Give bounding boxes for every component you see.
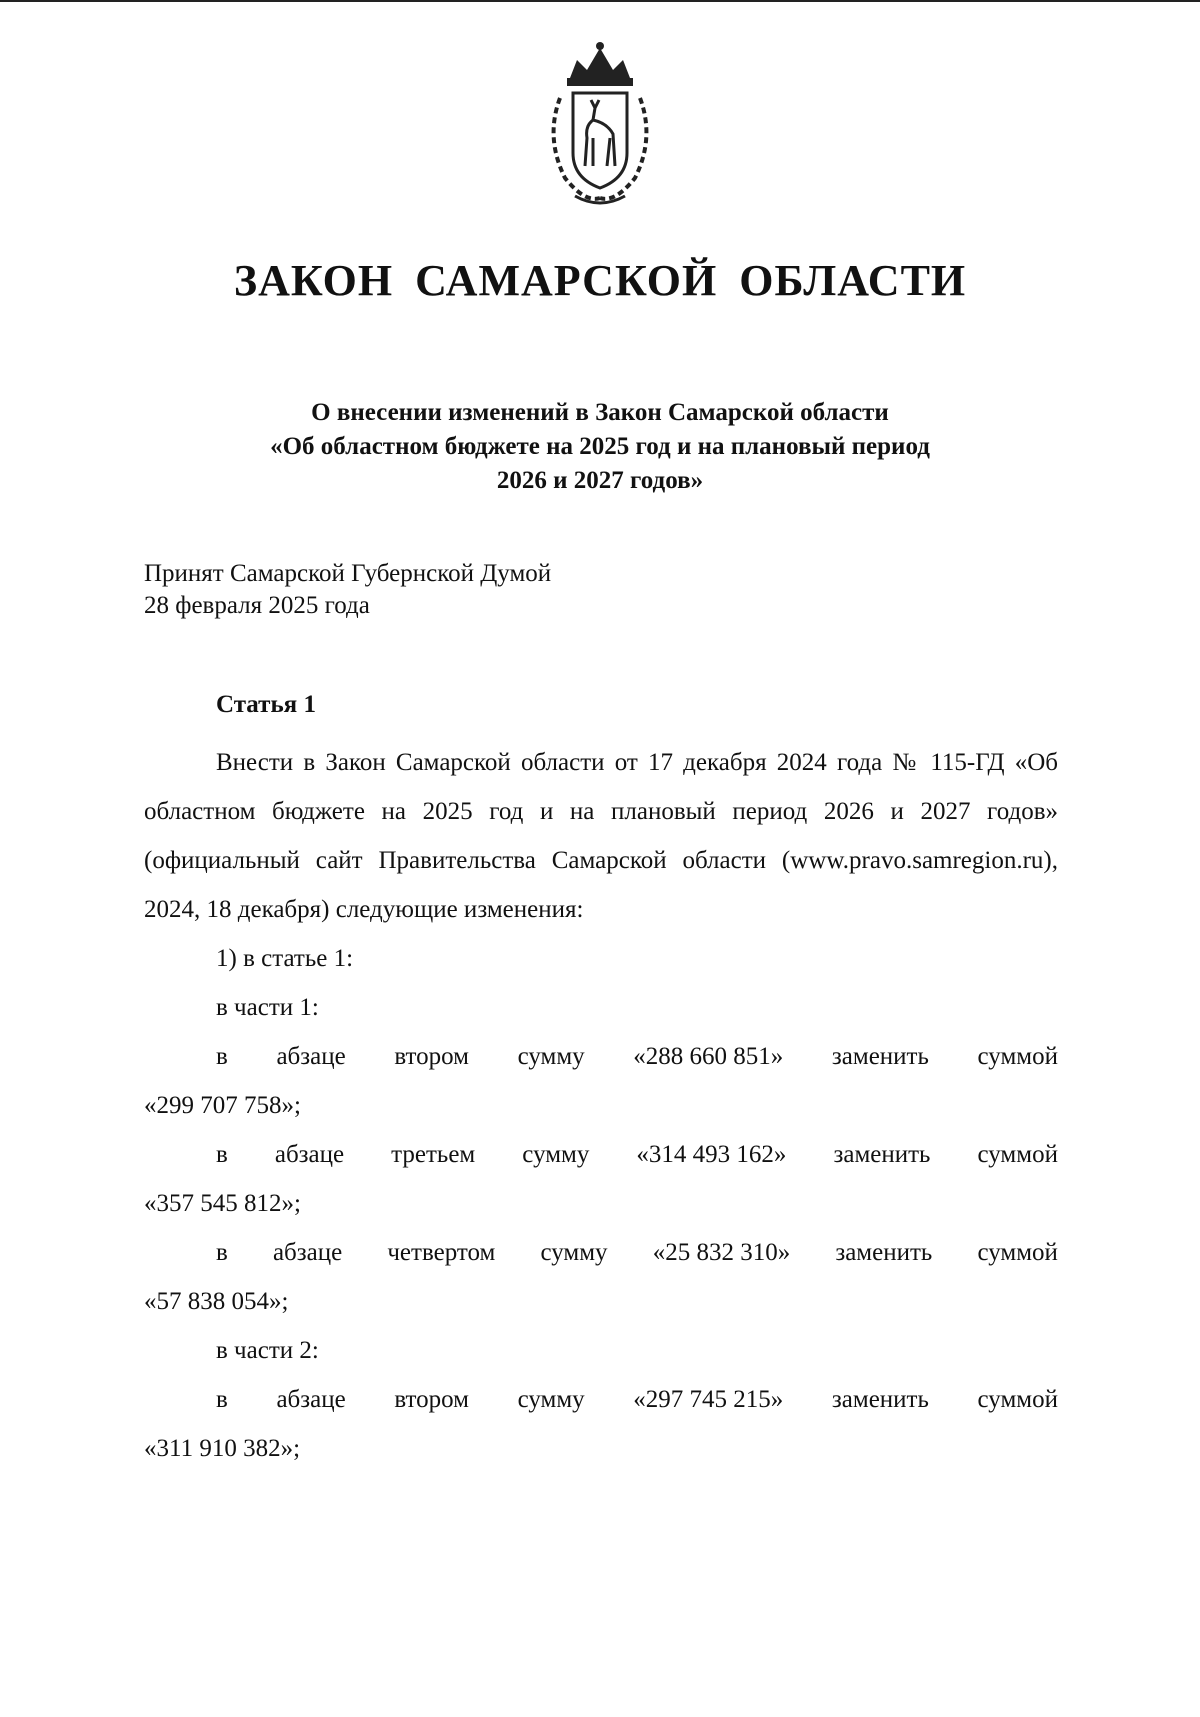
old-amount: «314 493 162» [636, 1141, 787, 1168]
word: абзаце [276, 1043, 346, 1070]
word: суммой [977, 1043, 1058, 1070]
article-body [144, 738, 1058, 1473]
word: суммой [977, 1141, 1058, 1168]
intro-paragraph: Внести в Закон Самарской области от 17 декабря 2024 года № 115-ГД «Об областном бюджете на 2025 год и на плановый период 2026 и 2027 годов» (официальный сайт Правительства Самарской области (www.pravo.samregion.ru), 2024, 18 декабря) следующие изменения: [144, 749, 1058, 923]
word: заменить [831, 1386, 929, 1413]
word: сумму [517, 1043, 585, 1070]
change-line [144, 1228, 1058, 1277]
article-heading: Статья 1 [216, 691, 316, 718]
new-amount: «299 707 758»; [144, 1092, 301, 1119]
new-amount: «57 838 054»; [144, 1288, 289, 1315]
item-1: 1) в статье 1: [216, 945, 354, 972]
word: абзаце [272, 1239, 343, 1266]
adoption-body: Принят Самарской Губернской Думой [144, 560, 552, 587]
subtitle-line: 2026 и 2027 годов» [496, 467, 704, 494]
change-entry [144, 1375, 1058, 1473]
part-2-heading: в части 2: [216, 1337, 319, 1364]
word: абзаце [276, 1386, 346, 1413]
word: суммой [977, 1239, 1058, 1266]
new-amount: «357 545 812»; [144, 1190, 301, 1217]
subtitle-line: О внесении изменений в Закон Самарской области [311, 399, 889, 426]
word: втором [394, 1043, 469, 1070]
scan-top-edge [0, 0, 1200, 2]
part-1-heading: в части 1: [216, 994, 319, 1021]
old-amount: «297 745 215» [633, 1386, 784, 1413]
word: втором [394, 1386, 469, 1413]
law-title: ЗАКОН САМАРСКОЙ ОБЛАСТИ [233, 256, 967, 305]
coat-of-arms-icon [515, 38, 685, 213]
word: в [216, 1386, 228, 1413]
old-amount: «25 832 310» [652, 1239, 791, 1266]
change-line [144, 1130, 1058, 1179]
new-amount: «311 910 382»; [144, 1435, 301, 1462]
word: сумму [540, 1239, 608, 1266]
word: в [216, 1043, 228, 1070]
word: заменить [833, 1141, 931, 1168]
change-line [144, 1375, 1058, 1424]
word: сумму [517, 1386, 585, 1413]
change-entry [144, 1228, 1058, 1326]
adoption-note [144, 558, 551, 622]
word: абзаце [274, 1141, 345, 1168]
change-entry [144, 1130, 1058, 1228]
change-entry [144, 1032, 1058, 1130]
word: заменить [831, 1043, 929, 1070]
law-subtitle [100, 396, 1100, 498]
old-amount: «288 660 851» [633, 1043, 784, 1070]
adoption-date: 28 февраля 2025 года [144, 592, 370, 619]
word: четвертом [387, 1239, 496, 1266]
word: суммой [977, 1386, 1058, 1413]
word: сумму [522, 1141, 590, 1168]
word: в [216, 1239, 228, 1266]
subtitle-line: «Об областном бюджете на 2025 год и на плановый период [270, 433, 930, 460]
change-line [144, 1032, 1058, 1081]
word: в [216, 1141, 228, 1168]
word: третьем [391, 1141, 476, 1168]
word: заменить [835, 1239, 933, 1266]
